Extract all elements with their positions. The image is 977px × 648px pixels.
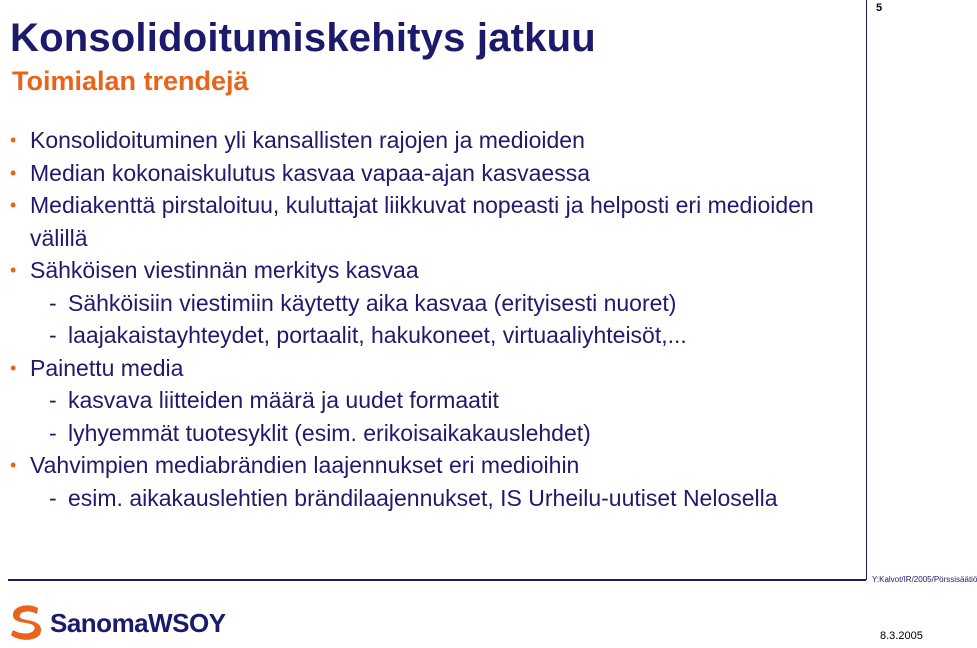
item-text: Sähköisiin viestimiin käytetty aika kasvaa (erityisesti nuoret) bbox=[68, 289, 677, 316]
bullet-item bbox=[10, 157, 860, 190]
item-text: laajakaistayhteydet, portaalit, hakukoneet, virtuaaliyhteisöt,... bbox=[68, 322, 687, 348]
sanomawsoy-logo-icon bbox=[8, 604, 44, 642]
sub-bullet-item bbox=[10, 287, 860, 320]
vertical-divider bbox=[866, 0, 867, 580]
sub-bullet-item bbox=[10, 384, 860, 417]
item-text: Vahvimpien mediabrändien laajennukset eri medioihin bbox=[30, 452, 580, 478]
bullet-marker: • bbox=[10, 455, 17, 475]
sub-bullet-item bbox=[10, 417, 860, 450]
item-text: Mediakenttä pirstaloituu, kuluttajat liikkuvat nopeasti ja helposti eri medioiden välillä bbox=[30, 192, 814, 251]
item-text: Painettu media bbox=[30, 354, 184, 381]
bullet-marker: • bbox=[10, 130, 17, 150]
item-text: Median kokonaiskulutus kasvaa vapaa-ajan kasvaessa bbox=[30, 159, 590, 186]
slide-title: Konsolidoitumiskehitys jatkuu bbox=[10, 16, 596, 60]
slide-subtitle: Toimialan trendejä bbox=[12, 66, 249, 96]
dash-marker: - bbox=[49, 419, 57, 446]
sub-bullet-item bbox=[10, 482, 860, 515]
item-text: lyhyemmät tuotesyklit (esim. erikoisaikakauslehdet) bbox=[68, 419, 591, 446]
bullet-marker: • bbox=[10, 260, 17, 280]
file-path: Y:Kalvot/IR/2005/Pörssisäätiö bbox=[872, 575, 977, 584]
item-text: esim. aikakauslehtien brändilaajennukset, IS Urheilu-uutiset Nelosella bbox=[68, 484, 778, 511]
slide-date: 8.3.2005 bbox=[880, 630, 923, 642]
page-number: 5 bbox=[876, 2, 883, 14]
item-text: kasvava liitteiden määrä ja uudet formaatit bbox=[68, 387, 499, 413]
dash-marker: - bbox=[49, 322, 57, 348]
bullet-item bbox=[10, 189, 860, 254]
bullet-marker: • bbox=[10, 162, 17, 183]
bullet-item bbox=[10, 449, 860, 482]
dash-marker: - bbox=[49, 484, 57, 511]
bullet-list bbox=[10, 124, 860, 514]
bullet-item bbox=[10, 124, 860, 157]
bullet-item bbox=[10, 254, 860, 287]
item-text: Konsolidoituminen yli kansallisten rajojen ja medioiden bbox=[30, 127, 585, 153]
footer-divider bbox=[8, 579, 866, 581]
dash-marker: - bbox=[49, 387, 57, 413]
logo-wordmark: SanomaWSOY bbox=[50, 607, 226, 638]
sanomawsoy-logo bbox=[8, 603, 226, 643]
bullet-item bbox=[10, 352, 860, 385]
sub-bullet-item bbox=[10, 319, 860, 352]
item-text: Sähköisen viestinnän merkitys kasvaa bbox=[30, 257, 419, 283]
bullet-marker: • bbox=[10, 195, 17, 215]
bullet-marker: • bbox=[10, 357, 17, 378]
dash-marker: - bbox=[49, 289, 57, 316]
